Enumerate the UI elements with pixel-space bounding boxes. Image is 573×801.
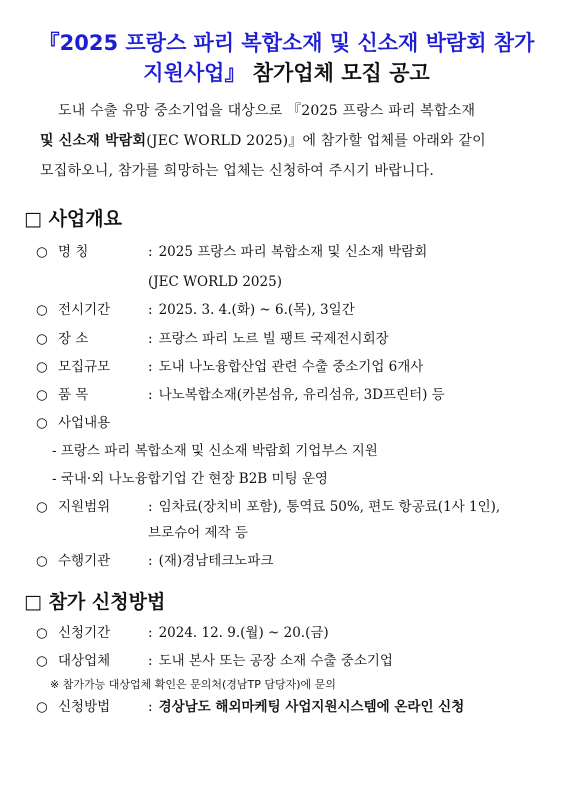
title-line-2 xyxy=(0,58,573,88)
intro-bold: 및 신소재 박람회 xyxy=(40,133,147,149)
row-target: ○ 대상업체 : 도내 본사 또는 공장 소재 수출 중소기업 xyxy=(36,653,393,669)
row-name: ○ 명 칭 : 2025 프랑스 파리 복합소재 및 신소재 박람회 xyxy=(36,244,428,260)
bullet-icon: ○ xyxy=(36,244,48,260)
note-text: ※ 참가가능 대상업체 확인은 문의처(경남TP 담당자)에 문의 xyxy=(50,678,336,691)
content-item-1: - 프랑스 파리 복합소재 및 신소재 박람회 기업부스 지원 xyxy=(52,443,378,459)
row-support-cont: 브로슈어 제작 등 xyxy=(148,525,248,541)
content-item-2: - 국내·외 나노융합기업 간 현장 B2B 미팅 운영 xyxy=(52,471,328,487)
bullet-icon: ○ xyxy=(36,553,48,569)
intro-line-2-rest: (JEC WORLD 2025)』에 참가할 업체를 아래와 같이 xyxy=(146,133,486,149)
row-scale: ○ 모집규모 : 도내 나노융합산업 관련 수출 중소기업 6개사 xyxy=(36,359,424,375)
row-support: ○ 지원범위 : 임차료(장치비 포함), 통역료 50%, 편도 항공료(1사 1인), xyxy=(36,499,501,515)
bullet-icon: ○ xyxy=(36,302,48,318)
title-line-2-blue: 지원사업』 xyxy=(143,61,246,85)
bullet-icon: ○ xyxy=(36,499,48,515)
title-line-1: 『2025 프랑스 파리 복합소재 및 신소재 박람회 참가 xyxy=(38,31,535,55)
row-item: ○ 품 목 : 나노복합소재(카본섬유, 유리섬유, 3D프린터) 등 xyxy=(36,387,445,403)
section-heading-overview: □ 사업개요 xyxy=(24,208,122,230)
intro-line-1: 도내 수출 유망 중소기업을 대상으로 『2025 프랑스 파리 복합소재 xyxy=(58,103,476,119)
row-org: ○ 수행기관 : (재)경남테크노파크 xyxy=(36,553,274,569)
row-period: ○ 전시기간 : 2025. 3. 4.(화) ~ 6.(목), 3일간 xyxy=(36,302,355,318)
document-title xyxy=(0,28,573,88)
bullet-icon: ○ xyxy=(36,387,48,403)
section-heading-apply: □ 참가 신청방법 xyxy=(24,591,166,613)
intro-line-3: 모집하오니, 참가를 희망하는 업체는 신청하여 주시기 바랍니다. xyxy=(40,163,435,179)
bullet-icon: ○ xyxy=(36,359,48,375)
bullet-icon: ○ xyxy=(36,625,48,641)
row-content: ○ 사업내용 xyxy=(36,415,111,431)
bullet-icon: ○ xyxy=(36,331,48,347)
method-value: 경상남도 해외마케팅 사업지원시스템에 온라인 신청 xyxy=(158,699,465,715)
row-apply-period: ○ 신청기간 : 2024. 12. 9.(월) ~ 20.(금) xyxy=(36,625,329,641)
bullet-icon: ○ xyxy=(36,699,48,715)
title-line-2-black: 참가업체 모집 공고 xyxy=(245,61,430,85)
row-name-cont: (JEC WORLD 2025) xyxy=(148,274,282,290)
row-place: ○ 장 소 : 프랑스 파리 노르 빌 팽트 국제전시회장 xyxy=(36,331,389,347)
intro-line-2 xyxy=(40,126,550,156)
row-method: ○ 신청방법 : 경상남도 해외마케팅 사업지원시스템에 온라인 신청 xyxy=(36,699,465,715)
bullet-icon: ○ xyxy=(36,415,48,431)
bullet-icon: ○ xyxy=(36,653,48,669)
